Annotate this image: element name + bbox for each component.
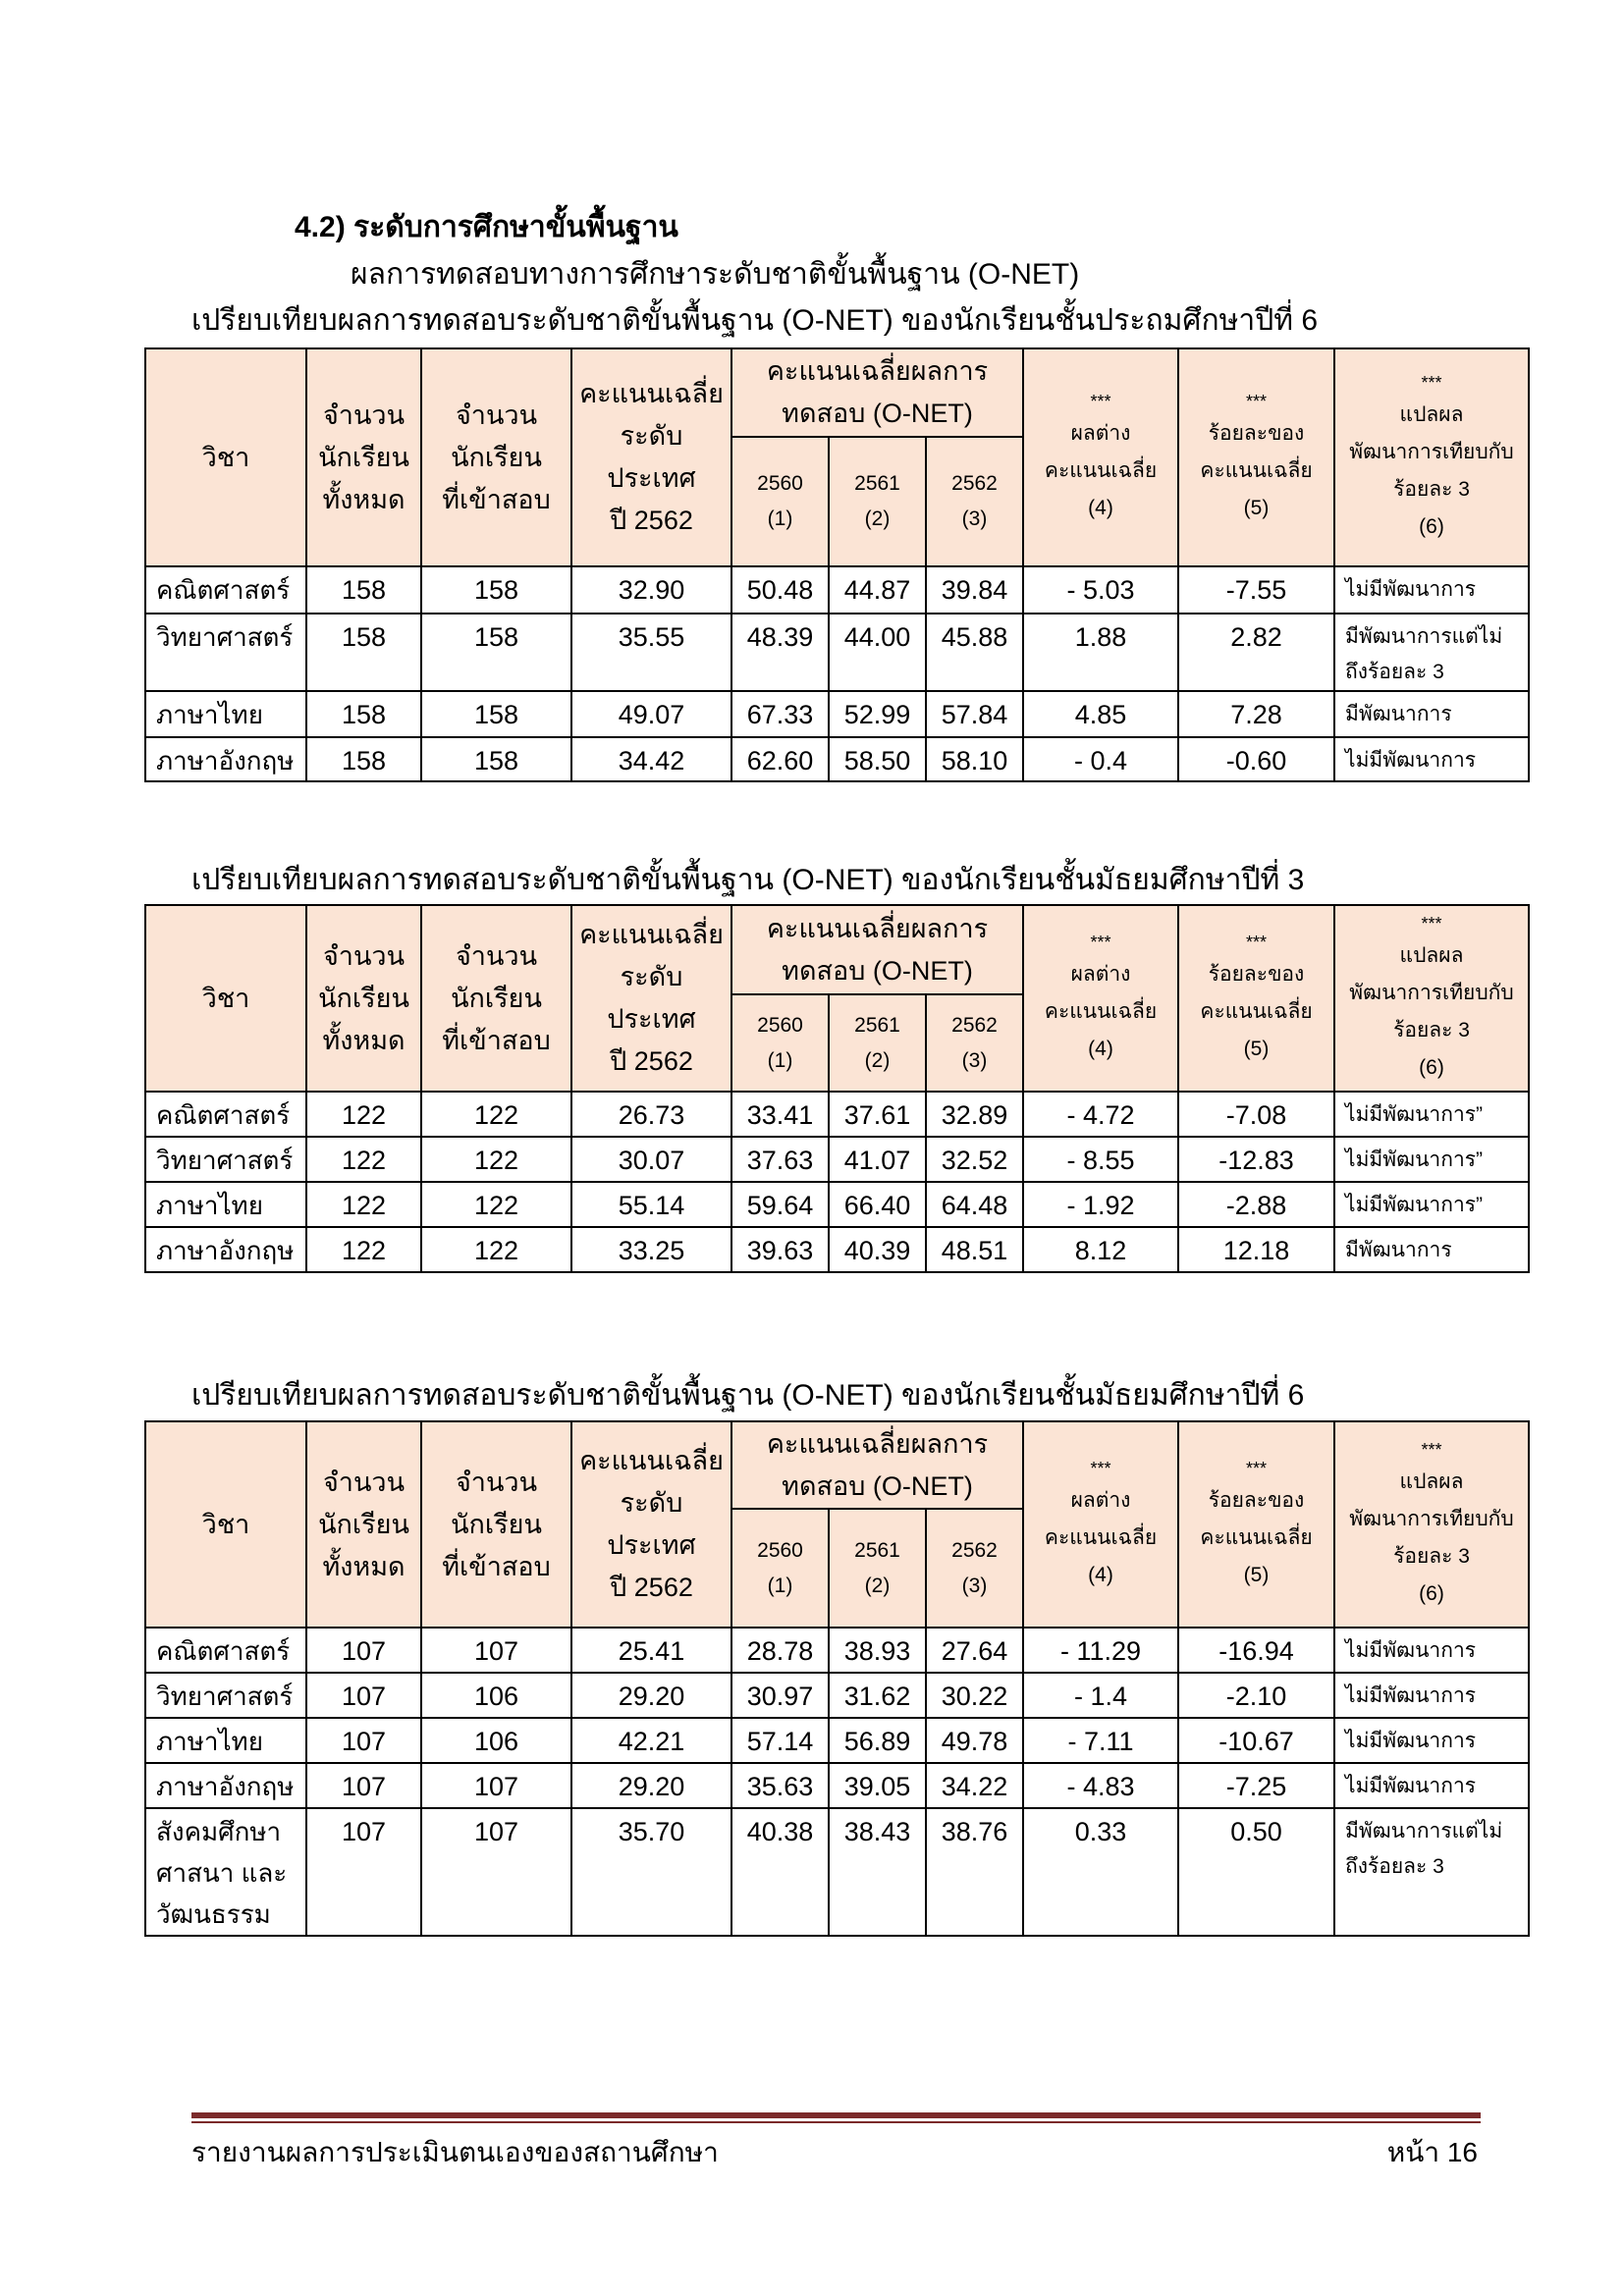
total-students-column-header: จำนวน นักเรียน ทั้งหมด — [306, 1421, 421, 1628]
percent-column-header — [1178, 905, 1334, 1092]
total-students-cell: 107 — [306, 1628, 421, 1673]
interpretation-cell: มีพัฒนาการ — [1334, 691, 1529, 737]
national-average-column-header: คะแนนเฉลี่ย ระดับ ประเทศ ปี 2562 — [571, 348, 731, 566]
tested-students-cell: 107 — [421, 1808, 571, 1936]
subject-cell: ภาษาอังกฤษ — [145, 1227, 306, 1272]
onet-table-mathayom-6 — [144, 1420, 1530, 1937]
table-row — [145, 1227, 1529, 1272]
subject-column-header: วิชา — [145, 905, 306, 1092]
difference-cell: - 1.92 — [1023, 1182, 1178, 1227]
percent-cell: -10.67 — [1178, 1718, 1334, 1763]
subject-cell: วิทยาศาสตร์ — [145, 1673, 306, 1718]
score-2560-cell: 28.78 — [731, 1628, 829, 1673]
score-2561-cell: 56.89 — [829, 1718, 926, 1763]
table-caption: เปรียบเทียบผลการทดสอบระดับชาติขั้นพื้นฐาน (O-NET) ของนักเรียนชั้นมัธยมศึกษาปีที่ 3 — [191, 864, 1305, 896]
total-students-column-header: จำนวน นักเรียน ทั้งหมด — [306, 348, 421, 566]
subject-cell: วิทยาศาสตร์ — [145, 1137, 306, 1182]
national-average-cell: 34.42 — [571, 737, 731, 781]
interpretation-cell: ไม่มีพัฒนาการ — [1334, 1673, 1529, 1718]
tested-students-column-header: จำนวน นักเรียน ที่เข้าสอบ — [421, 348, 571, 566]
table-body — [145, 1628, 1529, 1936]
percent-cell: -7.55 — [1178, 566, 1334, 614]
interpretation-header-label: แปลผล พัฒนาการเทียบกับ ร้อยละ 3 (6) — [1349, 1470, 1514, 1605]
tested-students-cell: 158 — [421, 614, 571, 691]
score-2560-cell: 33.41 — [731, 1092, 829, 1137]
table-row — [145, 1808, 1529, 1936]
onet-average-group-header: คะแนนเฉลี่ยผลการ ทดสอบ (O-NET) — [731, 905, 1023, 994]
percent-header-label: ร้อยละของ คะแนนเฉลี่ย (5) — [1200, 1489, 1313, 1586]
difference-cell: - 0.4 — [1023, 737, 1178, 781]
asterisk-mark: *** — [1246, 392, 1268, 411]
subject-column-header: วิชา — [145, 348, 306, 566]
interpretation-cell: มีพัฒนาการแต่ไม่ ถึงร้อยละ 3 — [1334, 1808, 1529, 1936]
asterisk-mark: *** — [1090, 933, 1111, 952]
national-average-cell: 26.73 — [571, 1092, 731, 1137]
score-2560-cell: 59.64 — [731, 1182, 829, 1227]
percent-cell: -12.83 — [1178, 1137, 1334, 1182]
year-2561-column-header: 2561 (2) — [829, 437, 926, 566]
table-header-row — [145, 1421, 1529, 1509]
difference-cell: - 1.4 — [1023, 1673, 1178, 1718]
difference-cell: - 8.55 — [1023, 1137, 1178, 1182]
tested-students-column-header: จำนวน นักเรียน ที่เข้าสอบ — [421, 1421, 571, 1628]
percent-cell: -7.08 — [1178, 1092, 1334, 1137]
total-students-cell: 107 — [306, 1808, 421, 1936]
year-2560-column-header: 2560 (1) — [731, 994, 829, 1092]
interpretation-header-label: แปลผล พัฒนาการเทียบกับ ร้อยละ 3 (6) — [1349, 944, 1514, 1079]
subject-cell: ภาษาไทย — [145, 691, 306, 737]
table-caption: เปรียบเทียบผลการทดสอบระดับชาติขั้นพื้นฐาน (O-NET) ของนักเรียนชั้นประถมศึกษาปีที่ 6 — [191, 304, 1319, 337]
national-average-cell: 29.20 — [571, 1763, 731, 1808]
footer-rule — [191, 2112, 1481, 2123]
interpretation-cell: ไม่มีพัฒนาการ” — [1334, 1092, 1529, 1137]
national-average-cell: 30.07 — [571, 1137, 731, 1182]
difference-cell: 1.88 — [1023, 614, 1178, 691]
score-2560-cell: 37.63 — [731, 1137, 829, 1182]
percent-header-label: ร้อยละของ คะแนนเฉลี่ย (5) — [1200, 422, 1313, 519]
asterisk-mark: *** — [1090, 392, 1111, 411]
interpretation-cell: ไม่มีพัฒนาการ — [1334, 1718, 1529, 1763]
score-2562-cell: 39.84 — [926, 566, 1023, 614]
subject-cell: ภาษาไทย — [145, 1718, 306, 1763]
score-2561-cell: 38.93 — [829, 1628, 926, 1673]
national-average-cell: 33.25 — [571, 1227, 731, 1272]
score-2561-cell: 44.87 — [829, 566, 926, 614]
onet-table-prathom-6 — [144, 347, 1530, 782]
tested-students-cell: 106 — [421, 1673, 571, 1718]
year-2562-column-header: 2562 (3) — [926, 994, 1023, 1092]
tested-students-cell: 122 — [421, 1137, 571, 1182]
tested-students-cell: 158 — [421, 691, 571, 737]
table-caption: เปรียบเทียบผลการทดสอบระดับชาติขั้นพื้นฐาน (O-NET) ของนักเรียนชั้นมัธยมศึกษาปีที่ 6 — [191, 1379, 1305, 1412]
score-2561-cell: 39.05 — [829, 1763, 926, 1808]
difference-cell: - 4.72 — [1023, 1092, 1178, 1137]
score-2561-cell: 38.43 — [829, 1808, 926, 1936]
tested-students-cell: 122 — [421, 1092, 571, 1137]
score-2561-cell: 58.50 — [829, 737, 926, 781]
year-2562-column-header: 2562 (3) — [926, 1509, 1023, 1628]
year-2560-column-header: 2560 (1) — [731, 1509, 829, 1628]
score-2561-cell: 66.40 — [829, 1182, 926, 1227]
interpretation-cell: ไม่มีพัฒนาการ — [1334, 566, 1529, 614]
page-number: หน้า 16 — [1386, 2137, 1478, 2167]
table-body — [145, 566, 1529, 781]
total-students-cell: 158 — [306, 691, 421, 737]
score-2561-cell: 52.99 — [829, 691, 926, 737]
interpretation-header-label: แปลผล พัฒนาการเทียบกับ ร้อยละ 3 (6) — [1349, 403, 1514, 538]
score-2562-cell: 64.48 — [926, 1182, 1023, 1227]
footer-report-title: รายงานผลการประเมินตนเองของสถานศึกษา — [191, 2137, 719, 2167]
onet-table-mathayom-3 — [144, 904, 1530, 1273]
total-students-cell: 122 — [306, 1227, 421, 1272]
score-2562-cell: 32.52 — [926, 1137, 1023, 1182]
subject-cell: คณิตศาสตร์ — [145, 1628, 306, 1673]
percent-cell: -7.25 — [1178, 1763, 1334, 1808]
score-2562-cell: 38.76 — [926, 1808, 1023, 1936]
difference-cell: - 11.29 — [1023, 1628, 1178, 1673]
national-average-column-header: คะแนนเฉลี่ย ระดับ ประเทศ ปี 2562 — [571, 905, 731, 1092]
difference-cell: - 7.11 — [1023, 1718, 1178, 1763]
total-students-cell: 107 — [306, 1673, 421, 1718]
subject-cell: คณิตศาสตร์ — [145, 1092, 306, 1137]
table-body — [145, 1092, 1529, 1272]
table-row — [145, 566, 1529, 614]
total-students-cell: 122 — [306, 1182, 421, 1227]
score-2562-cell: 34.22 — [926, 1763, 1023, 1808]
interpretation-cell: ไม่มีพัฒนาการ — [1334, 1628, 1529, 1673]
national-average-cell: 35.70 — [571, 1808, 731, 1936]
subject-cell: คณิตศาสตร์ — [145, 566, 306, 614]
percent-cell: -2.10 — [1178, 1673, 1334, 1718]
subject-cell: ภาษาอังกฤษ — [145, 737, 306, 781]
national-average-cell: 49.07 — [571, 691, 731, 737]
table-row — [145, 737, 1529, 781]
national-average-cell: 25.41 — [571, 1628, 731, 1673]
interpretation-cell: มีพัฒนาการ — [1334, 1227, 1529, 1272]
total-students-cell: 158 — [306, 566, 421, 614]
tested-students-cell: 158 — [421, 566, 571, 614]
difference-header-label: ผลต่าง คะแนนเฉลี่ย (4) — [1044, 422, 1158, 519]
section-heading: 4.2) ระดับการศึกษาขั้นพื้นฐาน — [295, 211, 678, 243]
tested-students-cell: 122 — [421, 1182, 571, 1227]
score-2562-cell: 30.22 — [926, 1673, 1023, 1718]
interpretation-column-header — [1334, 348, 1529, 566]
score-2560-cell: 39.63 — [731, 1227, 829, 1272]
year-2561-column-header: 2561 (2) — [829, 994, 926, 1092]
difference-cell: 0.33 — [1023, 1808, 1178, 1936]
subject-cell: ภาษาอังกฤษ — [145, 1763, 306, 1808]
total-students-cell: 107 — [306, 1763, 421, 1808]
table-row — [145, 1628, 1529, 1673]
score-2560-cell: 40.38 — [731, 1808, 829, 1936]
difference-column-header — [1023, 1421, 1178, 1628]
percent-column-header — [1178, 348, 1334, 566]
tested-students-cell: 158 — [421, 737, 571, 781]
tested-students-cell: 122 — [421, 1227, 571, 1272]
asterisk-mark: *** — [1421, 373, 1442, 393]
interpretation-cell: ไม่มีพัฒนาการ” — [1334, 1137, 1529, 1182]
score-2560-cell: 50.48 — [731, 566, 829, 614]
percent-cell: -2.88 — [1178, 1182, 1334, 1227]
table-row — [145, 691, 1529, 737]
asterisk-mark: *** — [1246, 1459, 1268, 1478]
table-row — [145, 1182, 1529, 1227]
score-2561-cell: 41.07 — [829, 1137, 926, 1182]
total-students-cell: 122 — [306, 1092, 421, 1137]
score-2562-cell: 27.64 — [926, 1628, 1023, 1673]
percent-cell: -0.60 — [1178, 737, 1334, 781]
table-header — [145, 348, 1529, 566]
interpretation-cell: ไม่มีพัฒนาการ — [1334, 737, 1529, 781]
national-average-column-header: คะแนนเฉลี่ย ระดับ ประเทศ ปี 2562 — [571, 1421, 731, 1628]
difference-cell: - 4.83 — [1023, 1763, 1178, 1808]
table-header-row — [145, 905, 1529, 994]
interpretation-column-header — [1334, 905, 1529, 1092]
score-2562-cell: 57.84 — [926, 691, 1023, 737]
year-2562-column-header: 2562 (3) — [926, 437, 1023, 566]
year-2561-column-header: 2561 (2) — [829, 1509, 926, 1628]
score-2561-cell: 40.39 — [829, 1227, 926, 1272]
tested-students-cell: 106 — [421, 1718, 571, 1763]
subject-cell: ภาษาไทย — [145, 1182, 306, 1227]
subject-column-header: วิชา — [145, 1421, 306, 1628]
table-row — [145, 614, 1529, 691]
difference-header-label: ผลต่าง คะแนนเฉลี่ย (4) — [1044, 963, 1158, 1060]
total-students-cell: 122 — [306, 1137, 421, 1182]
interpretation-cell: มีพัฒนาการแต่ไม่ ถึงร้อยละ 3 — [1334, 614, 1529, 691]
total-students-cell: 158 — [306, 614, 421, 691]
score-2562-cell: 48.51 — [926, 1227, 1023, 1272]
table-row — [145, 1718, 1529, 1763]
score-2561-cell: 37.61 — [829, 1092, 926, 1137]
score-2562-cell: 49.78 — [926, 1718, 1023, 1763]
percent-cell: -16.94 — [1178, 1628, 1334, 1673]
score-2560-cell: 62.60 — [731, 737, 829, 781]
year-2560-column-header: 2560 (1) — [731, 437, 829, 566]
table-header — [145, 905, 1529, 1092]
page-footer — [191, 2132, 1478, 2173]
national-average-cell: 29.20 — [571, 1673, 731, 1718]
asterisk-mark: *** — [1090, 1459, 1111, 1478]
difference-cell: - 5.03 — [1023, 566, 1178, 614]
asterisk-mark: *** — [1421, 1440, 1442, 1460]
interpretation-column-header — [1334, 1421, 1529, 1628]
score-2560-cell: 57.14 — [731, 1718, 829, 1763]
score-2560-cell: 30.97 — [731, 1673, 829, 1718]
national-average-cell: 32.90 — [571, 566, 731, 614]
percent-cell: 0.50 — [1178, 1808, 1334, 1936]
percent-column-header — [1178, 1421, 1334, 1628]
table-row — [145, 1137, 1529, 1182]
difference-column-header — [1023, 905, 1178, 1092]
score-2562-cell: 32.89 — [926, 1092, 1023, 1137]
tested-students-cell: 107 — [421, 1628, 571, 1673]
difference-cell: 4.85 — [1023, 691, 1178, 737]
table-row — [145, 1763, 1529, 1808]
percent-header-label: ร้อยละของ คะแนนเฉลี่ย (5) — [1200, 963, 1313, 1060]
percent-cell: 2.82 — [1178, 614, 1334, 691]
subject-cell: สังคมศึกษา ศาสนา และ วัฒนธรรม — [145, 1808, 306, 1936]
score-2562-cell: 58.10 — [926, 737, 1023, 781]
score-2561-cell: 44.00 — [829, 614, 926, 691]
difference-cell: 8.12 — [1023, 1227, 1178, 1272]
onet-average-group-header: คะแนนเฉลี่ยผลการ ทดสอบ (O-NET) — [731, 348, 1023, 437]
score-2560-cell: 35.63 — [731, 1763, 829, 1808]
tested-students-column-header: จำนวน นักเรียน ที่เข้าสอบ — [421, 905, 571, 1092]
total-students-cell: 107 — [306, 1718, 421, 1763]
onet-average-group-header: คะแนนเฉลี่ยผลการ ทดสอบ (O-NET) — [731, 1421, 1023, 1509]
national-average-cell: 35.55 — [571, 614, 731, 691]
total-students-cell: 158 — [306, 737, 421, 781]
table-row — [145, 1673, 1529, 1718]
tested-students-cell: 107 — [421, 1763, 571, 1808]
asterisk-mark: *** — [1421, 914, 1442, 934]
section-subheading: ผลการทดสอบทางการศึกษาระดับชาติขั้นพื้นฐาน (O-NET) — [351, 258, 1080, 291]
score-2560-cell: 48.39 — [731, 614, 829, 691]
table-row — [145, 1092, 1529, 1137]
total-students-column-header: จำนวน นักเรียน ทั้งหมด — [306, 905, 421, 1092]
percent-cell: 7.28 — [1178, 691, 1334, 737]
table-header-row — [145, 348, 1529, 437]
score-2560-cell: 67.33 — [731, 691, 829, 737]
national-average-cell: 42.21 — [571, 1718, 731, 1763]
percent-cell: 12.18 — [1178, 1227, 1334, 1272]
score-2562-cell: 45.88 — [926, 614, 1023, 691]
score-2561-cell: 31.62 — [829, 1673, 926, 1718]
difference-header-label: ผลต่าง คะแนนเฉลี่ย (4) — [1044, 1489, 1158, 1586]
subject-cell: วิทยาศาสตร์ — [145, 614, 306, 691]
difference-column-header — [1023, 348, 1178, 566]
national-average-cell: 55.14 — [571, 1182, 731, 1227]
asterisk-mark: *** — [1246, 933, 1268, 952]
interpretation-cell: ไม่มีพัฒนาการ — [1334, 1763, 1529, 1808]
interpretation-cell: ไม่มีพัฒนาการ” — [1334, 1182, 1529, 1227]
table-header — [145, 1421, 1529, 1628]
